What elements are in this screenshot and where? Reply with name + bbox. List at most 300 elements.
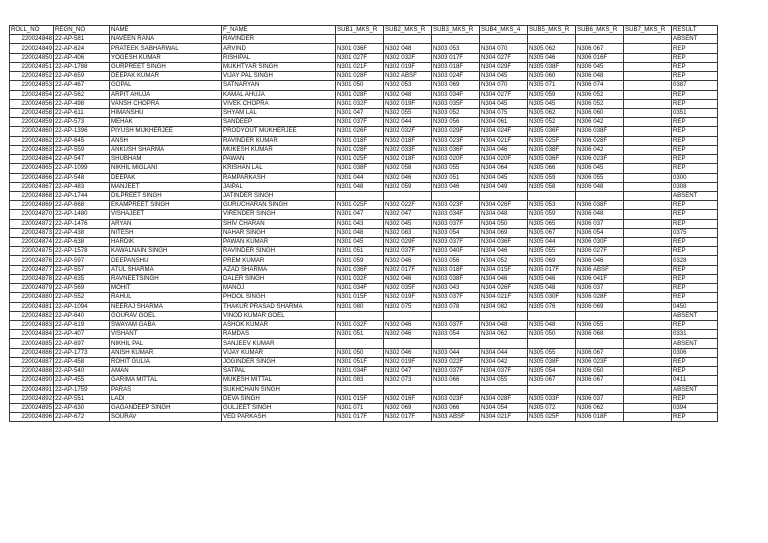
table-cell[interactable]: N305 062	[528, 108, 576, 117]
table-cell[interactable]	[624, 228, 672, 237]
table-cell[interactable]: N305 055	[528, 348, 576, 357]
table-cell[interactable]: N306 069	[576, 302, 624, 311]
table-cell[interactable]: N303 040F	[432, 247, 480, 256]
table-cell[interactable]: REP	[672, 210, 718, 219]
table-cell[interactable]: 220024880	[10, 293, 54, 302]
table-cell[interactable]: SOURAV	[110, 413, 222, 422]
table-cell[interactable]: RAHUL	[110, 293, 222, 302]
table-cell[interactable]	[624, 339, 672, 348]
table-cell[interactable]: VIJAY PAL SINGH	[222, 72, 336, 81]
table-cell[interactable]: N306 038F	[576, 201, 624, 210]
table-cell[interactable]: REP	[672, 72, 718, 81]
table-cell[interactable]: 22-AP-552	[54, 293, 110, 302]
table-cell[interactable]	[624, 367, 672, 376]
table-cell[interactable]: N301 083	[336, 376, 384, 385]
table-cell[interactable]: 22-AP-547	[54, 155, 110, 164]
table-cell[interactable]: 0375	[672, 228, 718, 237]
table-cell[interactable]: SUKHCHAIN SINGH	[222, 385, 336, 394]
table-cell[interactable]: N302 046	[384, 321, 432, 330]
table-cell[interactable]: N306 055	[576, 321, 624, 330]
table-cell[interactable]: PARAS	[110, 385, 222, 394]
table-cell[interactable]: 0306	[672, 348, 718, 357]
table-cell[interactable]: N306 045	[576, 62, 624, 71]
table-cell[interactable]: AZAD SHARMA	[222, 265, 336, 274]
table-cell[interactable]: N305 048	[528, 321, 576, 330]
table-cell[interactable]: N302 022F	[384, 201, 432, 210]
table-cell[interactable]	[624, 182, 672, 191]
table-cell[interactable]: N305 052	[528, 118, 576, 127]
table-cell[interactable]	[336, 191, 384, 200]
table-cell[interactable]: 220024863	[10, 145, 54, 154]
table-cell[interactable]	[528, 311, 576, 320]
table-cell[interactable]	[432, 311, 480, 320]
table-cell[interactable]: VIJAY KUMAR	[222, 348, 336, 357]
table-cell[interactable]: N304 069	[480, 228, 528, 237]
table-cell[interactable]: N303 044	[432, 348, 480, 357]
table-cell[interactable]: PREM KUMAR	[222, 256, 336, 265]
table-cell[interactable]: 22-AP-551	[54, 394, 110, 403]
table-cell[interactable]: N302 017F	[384, 413, 432, 422]
table-cell[interactable]: N302 083	[384, 228, 432, 237]
table-cell[interactable]: JATINDER SINGH	[222, 191, 336, 200]
table-cell[interactable]: N304 045	[480, 72, 528, 81]
table-cell[interactable]	[480, 35, 528, 44]
table-cell[interactable]: 22-AP-498	[54, 99, 110, 108]
table-cell[interactable]: N305 059	[528, 210, 576, 219]
table-cell[interactable]: 220024875	[10, 247, 54, 256]
table-cell[interactable]: N303 035F	[432, 99, 480, 108]
table-cell[interactable]: VANSH CHOPRA	[110, 99, 222, 108]
table-cell[interactable]: N305 033F	[528, 394, 576, 403]
table-cell[interactable]: N305 036F	[528, 127, 576, 136]
column-header[interactable]: F_NAME	[222, 26, 336, 35]
column-header[interactable]: NAME	[110, 26, 222, 35]
table-cell[interactable]: N302 047	[384, 210, 432, 219]
table-cell[interactable]	[624, 44, 672, 53]
table-cell[interactable]: 220024892	[10, 394, 54, 403]
table-cell[interactable]: N305 067	[528, 376, 576, 385]
table-cell[interactable]	[624, 108, 672, 117]
table-cell[interactable]: PIYUSH MUKHERJEE	[110, 127, 222, 136]
table-cell[interactable]	[624, 118, 672, 127]
table-cell[interactable]	[384, 339, 432, 348]
table-cell[interactable]: N306 037	[576, 219, 624, 228]
table-cell[interactable]: DALER SINGH	[222, 274, 336, 283]
table-cell[interactable]: DEEPAK	[110, 173, 222, 182]
table-cell[interactable]: 220024890	[10, 376, 54, 385]
table-cell[interactable]: N304 026F	[480, 201, 528, 210]
table-cell[interactable]	[624, 62, 672, 71]
table-cell[interactable]: 220024873	[10, 228, 54, 237]
table-cell[interactable]: 22-AP-438	[54, 228, 110, 237]
table-cell[interactable]: N301 015F	[336, 293, 384, 302]
table-cell[interactable]: N304 021F	[480, 136, 528, 145]
table-cell[interactable]: 22-AP-540	[54, 367, 110, 376]
table-cell[interactable]: 22-AP-1480	[54, 210, 110, 219]
table-cell[interactable]	[336, 339, 384, 348]
table-cell[interactable]: N306 048	[576, 72, 624, 81]
table-cell[interactable]: GULJEET SINGH	[222, 403, 336, 412]
table-cell[interactable]: MANOJ	[222, 284, 336, 293]
table-cell[interactable]: N303 056	[432, 256, 480, 265]
table-cell[interactable]: SHIV CHARAN	[222, 219, 336, 228]
table-cell[interactable]: N302 053	[384, 81, 432, 90]
table-cell[interactable]: REP	[672, 90, 718, 99]
table-cell[interactable]: N301 028F	[336, 90, 384, 99]
table-cell[interactable]: N304 082	[480, 302, 528, 311]
table-cell[interactable]: REP	[672, 321, 718, 330]
table-cell[interactable]: VISHAJEET	[110, 210, 222, 219]
table-cell[interactable]: 0351	[672, 108, 718, 117]
table-cell[interactable]: N304 027F	[480, 53, 528, 62]
table-cell[interactable]: N304 036F	[480, 238, 528, 247]
table-cell[interactable]: N301 044	[336, 173, 384, 182]
table-cell[interactable]: N302 029F	[384, 238, 432, 247]
table-cell[interactable]: N306 067	[576, 376, 624, 385]
table-cell[interactable]	[624, 311, 672, 320]
table-cell[interactable]: REP	[672, 127, 718, 136]
table-cell[interactable]: 220024848	[10, 35, 54, 44]
table-cell[interactable]: N304 042	[480, 357, 528, 366]
table-cell[interactable]: ARPIT AHUJA	[110, 90, 222, 99]
table-cell[interactable]: REP	[672, 99, 718, 108]
table-cell[interactable]: REP	[672, 293, 718, 302]
table-cell[interactable]: 220024866	[10, 173, 54, 182]
table-cell[interactable]: 220024885	[10, 339, 54, 348]
table-cell[interactable]: REP	[672, 274, 718, 283]
table-cell[interactable]: 22-AP-645	[54, 136, 110, 145]
table-cell[interactable]: N304 026F	[480, 284, 528, 293]
table-cell[interactable]: 22-AP-562	[54, 90, 110, 99]
table-cell[interactable]: 22-AP-1773	[54, 348, 110, 357]
table-cell[interactable]: KAWALNAIN SINGH	[110, 247, 222, 256]
table-cell[interactable]	[432, 191, 480, 200]
table-cell[interactable]: N303 046	[432, 182, 480, 191]
table-cell[interactable]: N304 021F	[480, 413, 528, 422]
table-cell[interactable]	[624, 403, 672, 412]
table-cell[interactable]: N305 025F	[528, 136, 576, 145]
table-cell[interactable]: N306 048	[576, 182, 624, 191]
column-header[interactable]: SUB4_MKS_4	[480, 26, 528, 35]
table-cell[interactable]: N305 050	[528, 330, 576, 339]
table-cell[interactable]: N301 028F	[336, 72, 384, 81]
table-cell[interactable]: N303 078	[432, 302, 480, 311]
table-cell[interactable]: SANDEEP	[222, 118, 336, 127]
table-cell[interactable]	[624, 145, 672, 154]
table-cell[interactable]: 22-AP-1759	[54, 385, 110, 394]
table-cell[interactable]: 22-AP-1099	[54, 164, 110, 173]
table-cell[interactable]: REP	[672, 118, 718, 127]
table-cell[interactable]: N303 023F	[432, 394, 480, 403]
table-cell[interactable]: N306 042	[576, 145, 624, 154]
table-cell[interactable]: N301 047	[336, 108, 384, 117]
table-cell[interactable]: N302 019F	[384, 293, 432, 302]
table-cell[interactable]: 22-AP-557	[54, 265, 110, 274]
table-cell[interactable]: N306 018F	[576, 413, 624, 422]
table-cell[interactable]: N305 048	[528, 284, 576, 293]
table-cell[interactable]: 22-AP-559	[54, 145, 110, 154]
table-cell[interactable]: NAVEEN RANA	[110, 35, 222, 44]
column-header[interactable]: SUB2_MKS_R	[384, 26, 432, 35]
table-cell[interactable]: REP	[672, 247, 718, 256]
table-cell[interactable]: 0394	[672, 403, 718, 412]
table-cell[interactable]	[384, 191, 432, 200]
table-cell[interactable]: N305 036F	[528, 155, 576, 164]
table-cell[interactable]: VINOD KUMAR GOEL	[222, 311, 336, 320]
column-header[interactable]: ROLL_NO	[10, 26, 54, 35]
table-cell[interactable]: N306 050	[576, 367, 624, 376]
table-cell[interactable]	[624, 219, 672, 228]
table-cell[interactable]: 0308	[672, 182, 718, 191]
table-cell[interactable]: N302 047	[384, 367, 432, 376]
table-cell[interactable]: 22-AP-569	[54, 284, 110, 293]
table-cell[interactable]: 220024869	[10, 201, 54, 210]
table-cell[interactable]	[336, 311, 384, 320]
table-cell[interactable]: N303 020F	[432, 155, 480, 164]
table-cell[interactable]: 220024859	[10, 118, 54, 127]
table-cell[interactable]: PHOOL SINGH	[222, 293, 336, 302]
table-cell[interactable]: REP	[672, 164, 718, 173]
table-cell[interactable]: N304 045	[480, 173, 528, 182]
table-cell[interactable]: ARVIND	[222, 44, 336, 53]
table-cell[interactable]: N306 046	[576, 256, 624, 265]
table-cell[interactable]: N305 046	[528, 53, 576, 62]
table-cell[interactable]	[624, 164, 672, 173]
table-cell[interactable]: 220024867	[10, 182, 54, 191]
table-cell[interactable]: JOGINDER SINGH	[222, 357, 336, 366]
table-cell[interactable]: DEEPAK KUMAR	[110, 72, 222, 81]
table-cell[interactable]: N302 046	[384, 256, 432, 265]
table-cell[interactable]: N303 053	[432, 44, 480, 53]
table-cell[interactable]: N305 053	[528, 201, 576, 210]
table-cell[interactable]: HARDIK	[110, 238, 222, 247]
table-cell[interactable]: REP	[672, 367, 718, 376]
table-cell[interactable]: 220024884	[10, 330, 54, 339]
table-cell[interactable]: 22-AP-619	[54, 321, 110, 330]
table-cell[interactable]: GOPAL	[110, 81, 222, 90]
table-cell[interactable]: REP	[672, 219, 718, 228]
table-cell[interactable]: ATUL SHARMA	[110, 265, 222, 274]
column-header[interactable]: REGN_NO	[54, 26, 110, 35]
table-cell[interactable]: N302 048	[384, 90, 432, 99]
table-cell[interactable]: RAVNEETSINGH	[110, 274, 222, 283]
table-cell[interactable]: 220024872	[10, 219, 54, 228]
column-header[interactable]: SUB7_MKS_R	[624, 26, 672, 35]
table-cell[interactable]: N304 070	[480, 44, 528, 53]
table-cell[interactable]: N303 037F	[432, 367, 480, 376]
table-cell[interactable]: N303 036F	[432, 145, 480, 154]
table-cell[interactable]: N302 032F	[384, 53, 432, 62]
table-cell[interactable]: 220024868	[10, 191, 54, 200]
table-cell[interactable]: N302 019F	[384, 357, 432, 366]
table-cell[interactable]: PRATEEK SABHARWAL	[110, 44, 222, 53]
table-cell[interactable]: N304 021F	[480, 293, 528, 302]
table-cell[interactable]: REP	[672, 53, 718, 62]
table-cell[interactable]: SHUBHAM	[110, 155, 222, 164]
table-cell[interactable]: MUKESH MITTAL	[222, 376, 336, 385]
table-cell[interactable]: N303 037F	[432, 293, 480, 302]
table-cell[interactable]: ABSENT	[672, 35, 718, 44]
table-cell[interactable]	[336, 35, 384, 44]
table-cell[interactable]: N306 023F	[576, 155, 624, 164]
table-cell[interactable]: N301 015F	[336, 394, 384, 403]
table-cell[interactable]: 22-AP-635	[54, 274, 110, 283]
table-cell[interactable]: GARIMA MITTAL	[110, 376, 222, 385]
table-cell[interactable]: N301 048	[336, 228, 384, 237]
table-cell[interactable]: N306 074	[576, 81, 624, 90]
table-cell[interactable]	[432, 35, 480, 44]
table-cell[interactable]	[624, 357, 672, 366]
table-cell[interactable]	[624, 72, 672, 81]
table-cell[interactable]: N303 054	[432, 228, 480, 237]
table-cell[interactable]: N306 067	[576, 348, 624, 357]
table-cell[interactable]: 220024874	[10, 238, 54, 247]
table-cell[interactable]	[624, 53, 672, 62]
table-cell[interactable]	[624, 256, 672, 265]
table-cell[interactable]: N306 045	[576, 164, 624, 173]
table-cell[interactable]	[528, 191, 576, 200]
table-cell[interactable]: N303 037F	[432, 219, 480, 228]
table-cell[interactable]: NITESH	[110, 228, 222, 237]
table-cell[interactable]: N304 075	[480, 108, 528, 117]
table-cell[interactable]: N301 028F	[336, 145, 384, 154]
table-cell[interactable]: N306 060	[576, 108, 624, 117]
table-cell[interactable]: 22-AP-467	[54, 81, 110, 90]
table-cell[interactable]: N301 025F	[336, 155, 384, 164]
table-cell[interactable]: ANISH KUMAR	[110, 348, 222, 357]
table-cell[interactable]: MUKHTYAR SINGH	[222, 62, 336, 71]
table-cell[interactable]	[384, 35, 432, 44]
table-cell[interactable]: N301 045	[336, 238, 384, 247]
table-cell[interactable]: MUKESH KUMAR	[222, 145, 336, 154]
table-cell[interactable]: N306 037	[576, 284, 624, 293]
table-cell[interactable]: REP	[672, 62, 718, 71]
table-cell[interactable]: 22-AP-548	[54, 173, 110, 182]
table-cell[interactable]: N303 056	[432, 118, 480, 127]
table-cell[interactable]	[624, 293, 672, 302]
table-cell[interactable]: N305 065	[528, 219, 576, 228]
table-cell[interactable]: GURUCHARAN SINGH	[222, 201, 336, 210]
table-cell[interactable]	[384, 311, 432, 320]
table-cell[interactable]	[624, 394, 672, 403]
table-cell[interactable]: N305 045	[528, 99, 576, 108]
table-cell[interactable]: ABSENT	[672, 339, 718, 348]
table-cell[interactable]: ANSH	[110, 136, 222, 145]
table-cell[interactable]: GURPREET SINGH	[110, 62, 222, 71]
table-cell[interactable]: 0450	[672, 302, 718, 311]
table-cell[interactable]	[576, 311, 624, 320]
table-cell[interactable]: ABSENT	[672, 311, 718, 320]
table-cell[interactable]: AMAN	[110, 367, 222, 376]
table-cell[interactable]: 220024881	[10, 302, 54, 311]
table-cell[interactable]: N301 025F	[336, 201, 384, 210]
table-cell[interactable]: N301 051	[336, 247, 384, 256]
table-cell[interactable]: 220024886	[10, 348, 54, 357]
table-cell[interactable]: 220024877	[10, 265, 54, 274]
table-cell[interactable]: N303 037F	[432, 321, 480, 330]
table-cell[interactable]: 220024882	[10, 311, 54, 320]
table-cell[interactable]: N301 032F	[336, 321, 384, 330]
table-cell[interactable]: PAWAN KUMAR	[222, 238, 336, 247]
table-cell[interactable]: N302 046	[384, 330, 432, 339]
table-cell[interactable]: N304 046	[480, 145, 528, 154]
table-cell[interactable]	[480, 311, 528, 320]
table-cell[interactable]: N304 064	[480, 164, 528, 173]
table-cell[interactable]: REP	[672, 238, 718, 247]
table-cell[interactable]: 22-AP-455	[54, 376, 110, 385]
table-cell[interactable]: N305 058	[528, 182, 576, 191]
table-cell[interactable]: PRODYOUT MUKHERJEE	[222, 127, 336, 136]
table-cell[interactable]: 0387	[672, 81, 718, 90]
table-cell[interactable]: 22-AP-597	[54, 256, 110, 265]
table-cell[interactable]: N304 050	[480, 219, 528, 228]
table-cell[interactable]: VIVEK CHOPRA	[222, 99, 336, 108]
table-cell[interactable]: N302 073	[384, 376, 432, 385]
table-cell[interactable]: VISHANT	[110, 330, 222, 339]
table-cell[interactable]	[624, 302, 672, 311]
table-cell[interactable]	[624, 155, 672, 164]
table-cell[interactable]: REP	[672, 155, 718, 164]
table-cell[interactable]: 22-AP-406	[54, 53, 110, 62]
table-cell[interactable]	[576, 191, 624, 200]
table-cell[interactable]: N301 032F	[336, 274, 384, 283]
table-cell[interactable]: 22-AP-624	[54, 44, 110, 53]
table-cell[interactable]: 220024879	[10, 284, 54, 293]
table-cell[interactable]: 220024888	[10, 367, 54, 376]
table-cell[interactable]: ANKUSH SHARMA	[110, 145, 222, 154]
table-cell[interactable]: N304 048	[480, 210, 528, 219]
table-cell[interactable]	[624, 81, 672, 90]
table-cell[interactable]: N304 070	[480, 81, 528, 90]
table-cell[interactable]: N306 028F	[576, 136, 624, 145]
table-cell[interactable]: N303 034F	[432, 90, 480, 99]
table-cell[interactable]: N304 061	[480, 118, 528, 127]
table-cell[interactable]: N303 024F	[432, 72, 480, 81]
table-cell[interactable]: N306 028F	[576, 293, 624, 302]
table-cell[interactable]: N303 043	[432, 284, 480, 293]
table-cell[interactable]: 22-AP-668	[54, 201, 110, 210]
table-cell[interactable]: N301 017F	[336, 413, 384, 422]
table-cell[interactable]: N304 020F	[480, 155, 528, 164]
table-cell[interactable]: N305 059	[528, 90, 576, 99]
table-cell[interactable]: MANJEET	[110, 182, 222, 191]
table-cell[interactable]: HIMANSHU	[110, 108, 222, 117]
table-cell[interactable]: 220024862	[10, 136, 54, 145]
table-cell[interactable]	[624, 210, 672, 219]
table-cell[interactable]: N302 018F	[384, 136, 432, 145]
table-cell[interactable]: 220024896	[10, 413, 54, 422]
table-cell[interactable]: N301 026F	[336, 127, 384, 136]
table-cell[interactable]: N306 023F	[576, 357, 624, 366]
table-cell[interactable]: N301 036F	[336, 265, 384, 274]
table-cell[interactable]: 22-AP-659	[54, 72, 110, 81]
table-cell[interactable]: N303 034F	[432, 210, 480, 219]
table-cell[interactable]: 22-AP-581	[54, 35, 110, 44]
table-cell[interactable]: N303 038F	[432, 274, 480, 283]
table-cell[interactable]: N301 047	[336, 210, 384, 219]
table-cell[interactable]: 220024849	[10, 44, 54, 53]
table-cell[interactable]: GAGANDEEP SINGH	[110, 403, 222, 412]
table-cell[interactable]: REP	[672, 394, 718, 403]
table-cell[interactable]: N303 055	[432, 164, 480, 173]
table-cell[interactable]: N306 ABSF	[576, 265, 624, 274]
table-cell[interactable]: N304 045	[480, 99, 528, 108]
table-cell[interactable]: 220024852	[10, 72, 54, 81]
table-cell[interactable]: NAHAR SINGH	[222, 228, 336, 237]
table-cell[interactable]: N305 066	[528, 164, 576, 173]
table-cell[interactable]: N305 067	[528, 228, 576, 237]
table-cell[interactable]: N303 051	[432, 173, 480, 182]
